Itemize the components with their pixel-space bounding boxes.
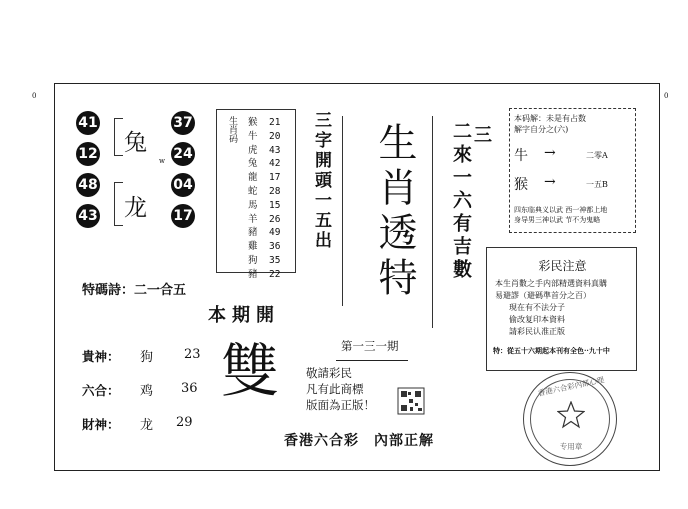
number-circle-left-4: 43 <box>76 204 100 228</box>
row-monkey-note: 一五B <box>586 180 608 189</box>
god-animal-2: 鸡 <box>140 384 154 399</box>
zodiac-cell: 蛇 <box>248 185 258 197</box>
special-poem <box>82 279 186 298</box>
zodiac-rabbit: 兔 <box>124 130 147 156</box>
zodiac-cell: 豬 <box>248 268 258 280</box>
row-ox-note: 二零A <box>586 151 608 160</box>
number-cell: 20 <box>269 130 281 142</box>
god-number-1: 23 <box>184 347 201 362</box>
warning-line: 凡有此商標 <box>306 382 364 396</box>
zodiac-cell: 牛 <box>248 130 258 142</box>
zodiac-code-label: 生肖码 <box>227 116 237 143</box>
bottom-brand: 香港六合彩 內部正解 <box>284 433 434 449</box>
special-poem-text: 二一合五 <box>134 283 187 298</box>
top-right-box <box>509 108 636 233</box>
notice-line: 本生肖數之手内部精選資料真購 <box>495 279 607 288</box>
god-label-3: 財神： <box>82 417 120 432</box>
footer-line: 四东临典义以武 西一神都上地 <box>514 206 608 214</box>
row-monkey-animal: 猴 <box>514 177 528 193</box>
zodiac-cell: 虎 <box>248 144 258 156</box>
top-right-footer <box>514 205 636 225</box>
zodiac-cell: 雞 <box>248 241 258 253</box>
notice-line: 易避謬（避碼準首分之百） <box>495 291 591 300</box>
stamp-text: 香港六合彩內部心理 <box>537 375 605 398</box>
this-period-label: 本期開 <box>208 305 280 326</box>
zodiac-cell: 馬 <box>248 199 258 211</box>
bracket-left-bottom <box>114 182 123 226</box>
god-animal-3: 龙 <box>140 418 154 433</box>
intro-line: 解字自分之(六) <box>514 125 569 134</box>
god-label-2: 六合： <box>82 383 120 398</box>
notice-lines <box>495 278 635 338</box>
zodiac-dragon: 龙 <box>124 195 147 221</box>
number-circle-left-1: 41 <box>76 111 100 135</box>
period-underline <box>336 360 408 361</box>
zodiac-cell: 猴 <box>248 117 258 128</box>
zodiac-code-table <box>216 109 296 280</box>
margin-mark-right: 0 <box>664 92 669 100</box>
warning-line: 敬請彩民 <box>306 366 352 380</box>
number-cell: 35 <box>269 254 281 266</box>
number-cell: 15 <box>269 199 281 211</box>
margin-mark-left: 0 <box>32 92 37 100</box>
notice-box <box>486 247 637 371</box>
extra-char: 三 <box>474 125 492 146</box>
number-cell: 21 <box>269 117 281 128</box>
god-number-3: 29 <box>176 415 193 430</box>
page-title: 生肖透特 <box>372 122 417 302</box>
number-circle-right-4: 17 <box>171 204 195 228</box>
warning-text <box>306 365 375 413</box>
divider-left <box>342 116 343 306</box>
god-number-2: 36 <box>181 381 198 396</box>
footer-line: 身导男三神以武 节不为鬼略 <box>514 216 601 224</box>
number-circle-left-2: 12 <box>76 142 100 166</box>
notice-line: 偷改复印本資料 <box>509 315 565 324</box>
number-cell: 49 <box>269 227 281 239</box>
number-cell: 26 <box>269 213 281 225</box>
zodiac-code-numbers <box>269 116 289 282</box>
vertical-right-text: 二來一六有吉數 <box>450 121 472 282</box>
number-cell: 17 <box>269 172 281 184</box>
vertical-left-text: 三字開頭一五出 <box>311 111 331 251</box>
god-animal-1: 狗 <box>140 350 154 365</box>
arrow-icon: → <box>544 145 556 161</box>
bracket-left-top <box>114 118 123 156</box>
zodiac-code-animals <box>248 116 260 282</box>
notice-line: 請彩民认准正版 <box>509 327 565 336</box>
logo-mark-icon <box>397 387 425 415</box>
zodiac-cell: 狗 <box>248 254 258 266</box>
zodiac-cell: 豬 <box>248 227 258 239</box>
top-right-intro <box>514 113 634 135</box>
number-cell: 22 <box>269 268 281 280</box>
zodiac-cell: 羊 <box>248 213 258 225</box>
tiny-mark: w <box>159 157 165 165</box>
intro-line: 本码解：未是有占数 <box>514 114 586 123</box>
special-poem-label: 特碼詩： <box>82 283 135 298</box>
star-icon <box>557 401 585 429</box>
notice-line: 現在有不法分子 <box>509 303 565 312</box>
number-circle-right-2: 24 <box>171 142 195 166</box>
zodiac-cell: 兔 <box>248 158 258 170</box>
god-label-1: 貴神： <box>82 349 120 364</box>
arrow-icon: → <box>544 174 556 190</box>
zodiac-cell: 龍 <box>248 172 258 184</box>
number-cell: 42 <box>269 158 281 170</box>
stamp-sub: 专用章 <box>559 442 583 451</box>
number-cell: 43 <box>269 144 281 156</box>
number-cell: 28 <box>269 185 281 197</box>
big-char: 雙 <box>221 337 280 405</box>
row-ox-animal: 牛 <box>514 148 528 164</box>
number-circle-right-3: 04 <box>171 173 195 197</box>
warning-line: 版面為正版！ <box>306 398 375 412</box>
notice-title: 彩民注意 <box>538 259 587 273</box>
notice-bold-line: 特：從五十六期起本刊有全色··九十中 <box>493 346 610 355</box>
number-cell: 36 <box>269 241 281 253</box>
number-circle-left-3: 48 <box>76 173 100 197</box>
period-number: 第一三一期 <box>341 339 399 353</box>
stamp <box>523 372 617 466</box>
number-circle-right-1: 37 <box>171 111 195 135</box>
divider-right <box>432 116 433 328</box>
